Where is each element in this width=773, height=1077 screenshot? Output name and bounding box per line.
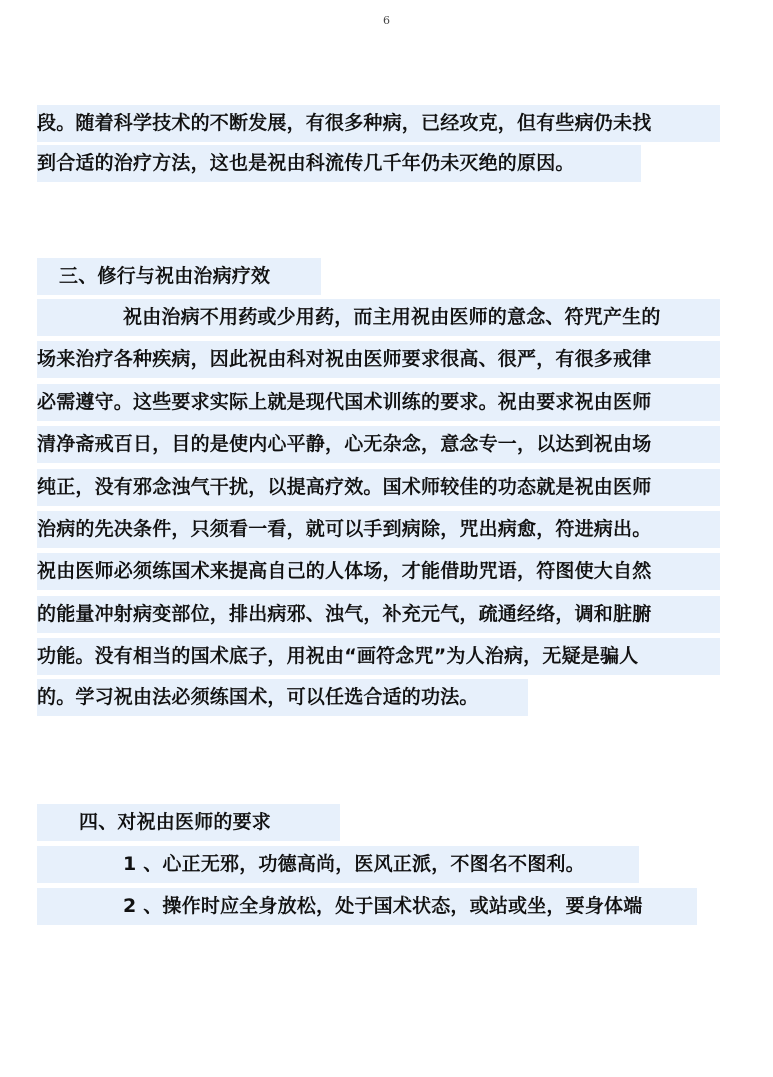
paragraph-line: 到合适的治疗方法，这也是祝由科流传几千年仍未灭绝的原因。: [37, 145, 641, 182]
section-heading: 四、对祝由医师的要求: [37, 804, 340, 841]
paragraph-line: 段。随着科学技术的不断发展，有很多种病，已经攻克，但有些病仍未找: [37, 105, 720, 142]
paragraph-line: 治病的先决条件，只须看一看，就可以手到病除，咒出病愈，符进病出。: [37, 511, 720, 548]
paragraph-line: 的能量冲射病变部位，排出病邪、浊气，补充元气，疏通经络，调和脏腑: [37, 596, 720, 633]
paragraph-line: 功能。没有相当的国术底子，用祝由“画符念咒”为人治病，无疑是骗人: [37, 638, 720, 675]
paragraph-line: 祝由医师必须练国术来提高自己的人体场，才能借助咒语，符图使大自然: [37, 553, 720, 590]
paragraph-line: 祝由治病不用药或少用药，而主用祝由医师的意念、符咒产生的: [37, 299, 720, 336]
paragraph-line: 场来治疗各种疾病，因此祝由科对祝由医师要求很高、很严，有很多戒律: [37, 341, 720, 378]
paragraph-line: 必需遵守。这些要求实际上就是现代国术训练的要求。祝由要求祝由医师: [37, 384, 720, 421]
paragraph-line: 清净斋戒百日，目的是使内心平静，心无杂念，意念专一，以达到祝由场: [37, 426, 720, 463]
paragraph-line: 的。学习祝由法必须练国术，可以任选合适的功法。: [37, 679, 528, 716]
list-item: 2 、操作时应全身放松，处于国术状态，或站或坐，要身体端: [37, 888, 697, 925]
page-number: 6: [383, 14, 390, 27]
section-heading: 三、修行与祝由治病疗效: [37, 258, 321, 295]
list-item: 1 、心正无邪，功德高尚，医风正派，不图名不图利。: [37, 846, 639, 883]
paragraph-line: 纯正，没有邪念浊气干扰，以提高疗效。国术师较佳的功态就是祝由医师: [37, 469, 720, 506]
